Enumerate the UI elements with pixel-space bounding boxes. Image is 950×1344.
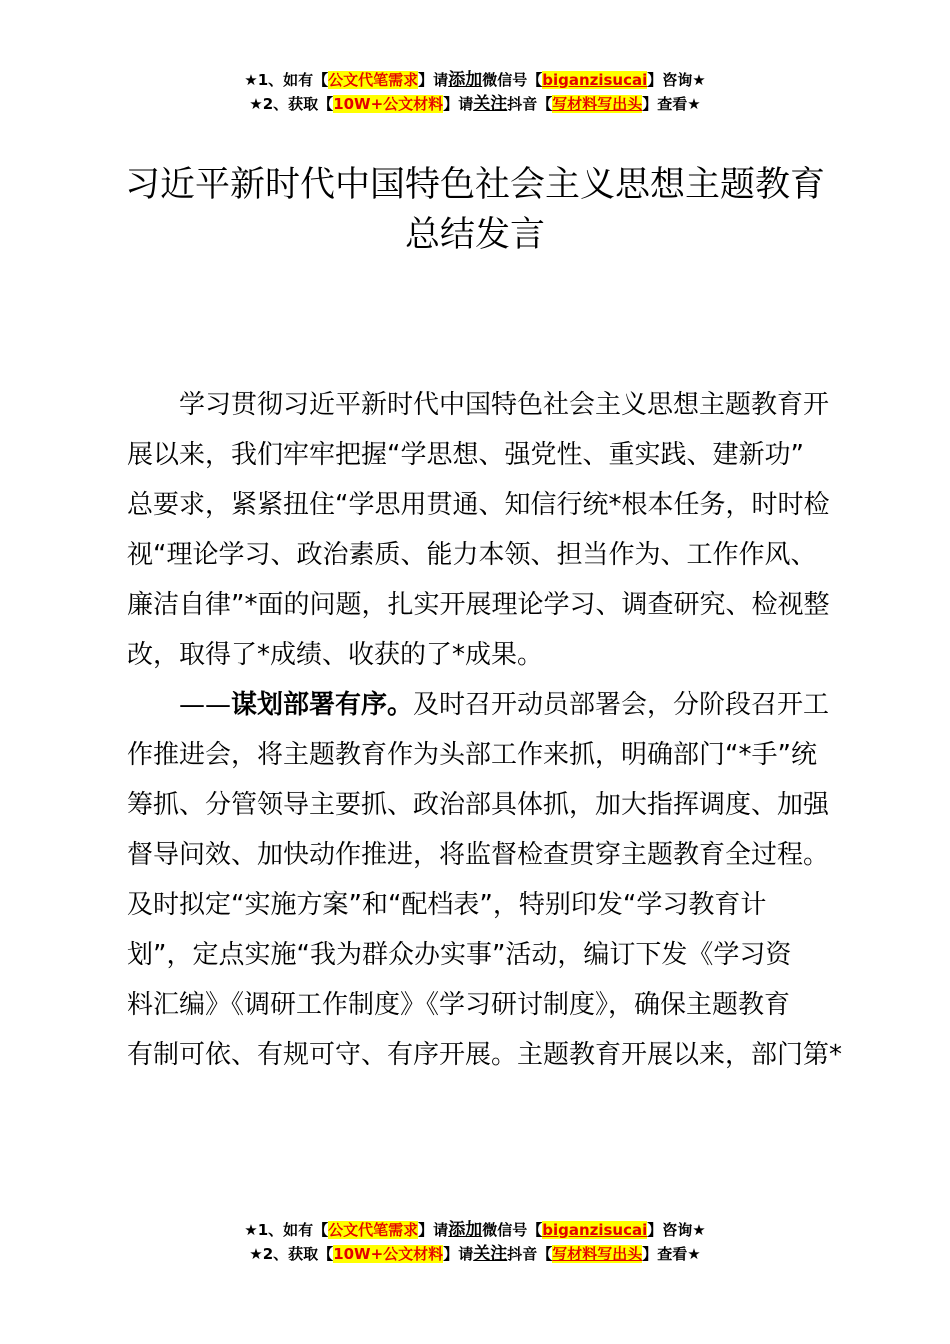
promo-text: ★2、获取【 [249, 1245, 334, 1263]
body-line: 学习贯彻习近平新时代中国特色社会主义思想主题教育开 [179, 390, 830, 420]
section-heading: 谋划部署有序。 [231, 690, 414, 720]
promo-line-2 [0, 1242, 950, 1266]
title-line-2: 总结发言 [404, 215, 545, 255]
body-line: 及时拟定“实施方案”和“配档表”，特别印发“学习教育计 [127, 890, 767, 920]
douyin-id-link[interactable]: 写材料写出头 [552, 1245, 643, 1263]
promo-highlight: 10W+公文材料 [333, 1245, 444, 1263]
promo-text: ★2、获取【 [249, 95, 334, 113]
promo-text: ★1、如有【 [244, 1221, 329, 1239]
promo-header [0, 68, 950, 116]
promo-highlight: 10W+公文材料 [333, 95, 444, 113]
promo-text: 】查看★ [642, 95, 701, 113]
document-body [127, 380, 843, 1080]
promo-highlight: 公文代笔需求 [328, 1221, 419, 1239]
wechat-id-link[interactable]: biganzisucai [542, 71, 648, 89]
promo-text: 】咨询★ [647, 71, 706, 89]
promo-emphasis: 添加 [448, 1220, 483, 1240]
douyin-id-link[interactable]: 写材料写出头 [552, 95, 643, 113]
body-line: 改，取得了*成绩、收获的了*成果。 [127, 640, 544, 670]
promo-text: 微信号【 [482, 71, 543, 89]
body-line: 督导问效、加快动作推进，将监督检查贯穿主题教育全过程。 [127, 840, 830, 870]
body-line: 作推进会，将主题教育作为头部工作来抓，明确部门“*手”统 [127, 740, 817, 770]
promo-highlight: 公文代笔需求 [328, 71, 419, 89]
promo-emphasis: 关注 [473, 1244, 508, 1264]
body-line: 划”，定点实施“我为群众办实事”活动，编订下发《学习资 [127, 940, 792, 970]
body-line: 廉洁自律”*面的问题，扎实开展理论学习、调查研究、检视整 [127, 590, 830, 620]
promo-line-2 [0, 92, 950, 116]
body-line: 筹抓、分管领导主要抓、政治部具体抓，加大指挥调度、加强 [127, 790, 830, 820]
title-line-1: 习近平新时代中国特色社会主义思想主题教育 [124, 165, 825, 205]
body-line: 视“理论学习、政治素质、能力本领、担当作为、工作作风、 [127, 540, 817, 570]
promo-emphasis: 添加 [448, 70, 483, 90]
body-line: 有制可依、有规可守、有序开展。主题教育开展以来，部门第* [127, 1040, 843, 1070]
body-line: 料汇编》《调研工作制度》《学习研讨制度》，确保主题教育 [127, 990, 791, 1020]
promo-text: 抖音【 [507, 1245, 553, 1263]
wechat-id-link[interactable]: biganzisucai [542, 1221, 648, 1239]
body-line [127, 680, 837, 730]
promo-text: 】查看★ [642, 1245, 701, 1263]
document-title [95, 160, 855, 260]
promo-text: 抖音【 [507, 95, 553, 113]
promo-line-1 [0, 1218, 950, 1242]
promo-text: 】请 [418, 71, 449, 89]
section-dash: —— [179, 690, 231, 720]
body-line: 展以来，我们牢牢把握“学思想、强党性、重实践、建新功” [127, 440, 804, 470]
body-line: 总要求，紧紧扭住“学思用贯通、知信行统*根本任务，时时检 [127, 490, 830, 520]
promo-footer [0, 1218, 950, 1266]
body-text: 及时召开动员部署会，分阶段召开工 [413, 690, 830, 720]
promo-text: ★1、如有【 [244, 71, 329, 89]
promo-text: 】请 [418, 1221, 449, 1239]
promo-text: 】咨询★ [647, 1221, 706, 1239]
promo-emphasis: 关注 [473, 94, 508, 114]
promo-text: 微信号【 [482, 1221, 543, 1239]
promo-line-1 [0, 68, 950, 92]
promo-text: 】请 [443, 95, 474, 113]
promo-text: 】请 [443, 1245, 474, 1263]
